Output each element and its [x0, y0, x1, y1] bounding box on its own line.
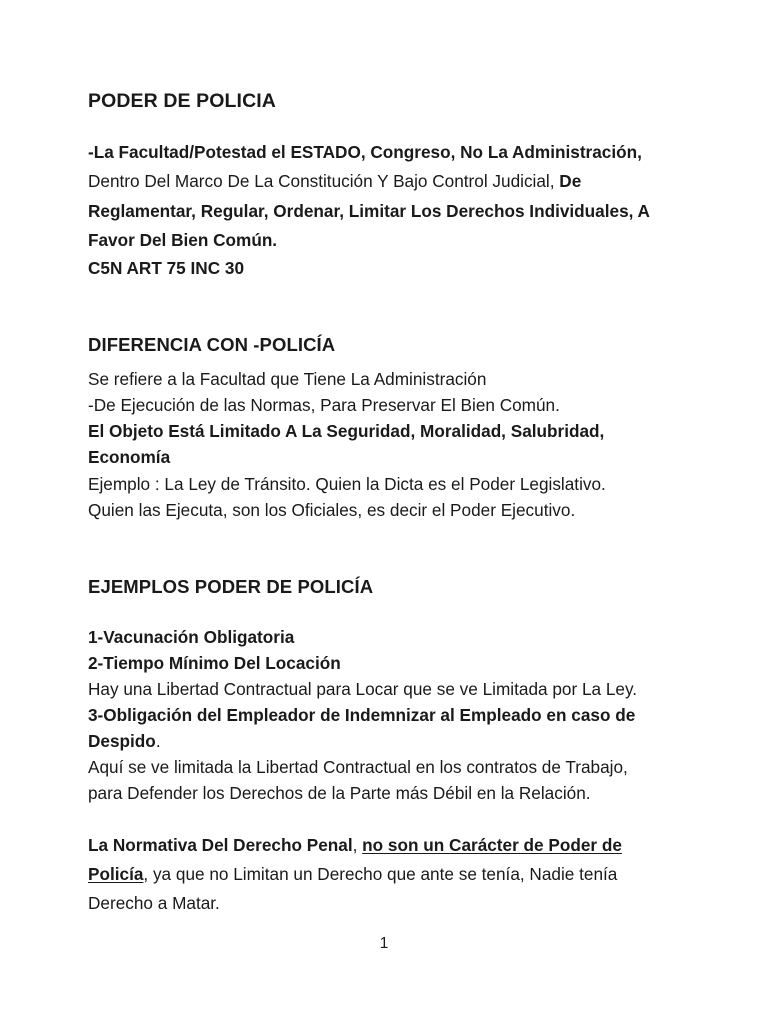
heading-ejemplos-poder-de-policia: EJEMPLOS PODER DE POLICÍA [88, 575, 374, 597]
line-economia: Economía [88, 447, 171, 468]
list-item-vacunacion-obligatoria: 1-Vacunación Obligatoria [88, 626, 295, 647]
heading-poder-de-policia: PODER DE POLICIA [88, 90, 276, 112]
page-number: 1 [379, 935, 389, 952]
heading-diferencia-con-policia: DIFERENCIA CON -POLICÍA [88, 334, 336, 356]
text-la-normativa-derecho-penal: La Normativa Del Derecho Penal [88, 834, 353, 855]
paragraph-normativa-derecho-penal [88, 831, 680, 919]
note-aqui-se-ve-limitada-line2: para Defender los Derechos de la Parte más Débil en la Relación. [88, 783, 591, 804]
note-libertad-contractual-locar: Hay una Libertad Contractual para Locar que se ve Limitada por La Ley. [88, 678, 638, 699]
spacer [88, 114, 680, 138]
text-comma-separator: , [352, 834, 363, 855]
list-item-obligacion-indemnizar-line2: Despido [88, 731, 156, 752]
line-ejemplo-ley-transito: Ejemplo : La Ley de Tránsito. Quien la Dicta es el Poder Legislativo. [88, 473, 606, 494]
line-dentro-del-marco: Dentro Del Marco De La Constitución Y Bajo Control Judicial, [88, 171, 560, 192]
document-body [88, 88, 680, 918]
text-no-son-caracter-poder-line2: Policía [88, 863, 144, 884]
text-derecho-a-matar: Derecho a Matar. [88, 893, 220, 914]
line-se-refiere-facultad: Se refiere a la Facultad que Tiene La Administración [88, 368, 487, 389]
line-de-ejecucion-normas: -De Ejecución de las Normas, Para Preservar El Bien Común. [88, 395, 560, 416]
text-ya-que-no-limitan: , ya que no Limitan un Derecho que ante se tenía, Nadie tenía [143, 863, 618, 884]
paragraph-diferencia-body [88, 366, 680, 523]
paragraph-constitution-reference [88, 255, 680, 281]
spacer [88, 600, 680, 624]
line-de-bold-tail: De [559, 171, 582, 192]
line-facultad-potestad: -La Facultad/Potestad el ESTADO, Congreso, No La Administración, [88, 142, 642, 163]
spacer [88, 807, 680, 831]
line-quien-las-ejecuta: Quien las Ejecuta, son los Oficiales, es decir el Poder Ejecutivo. [88, 499, 576, 520]
paragraph-poder-de-policia-definition [88, 138, 680, 255]
line-reglamentar-regular: Reglamentar, Regular, Ordenar, Limitar Los Derechos Individuales, A [88, 200, 650, 221]
line-objeto-limitado: El Objeto Está Limitado A La Seguridad, Moralidad, Salubridad, [88, 421, 605, 442]
text-no-son-caracter-poder-line1: no son un Carácter de Poder de [362, 834, 622, 855]
list-item-tiempo-minimo-locacion: 2-Tiempo Mínimo Del Locación [88, 652, 341, 673]
spacer [88, 358, 680, 366]
spacer [88, 281, 680, 333]
list-item-obligacion-period: . [155, 731, 161, 752]
line-favor-del-bien-comun: Favor Del Bien Común. [88, 229, 278, 250]
list-ejemplos-poder-de-policia [88, 624, 680, 807]
spacer [88, 523, 680, 575]
list-item-obligacion-indemnizar-line1: 3-Obligación del Empleador de Indemnizar al Empleado en caso de [88, 705, 636, 726]
line-c5n-art-75-inc-30: C5N ART 75 INC 30 [88, 258, 245, 279]
note-aqui-se-ve-limitada-line1: Aquí se ve limitada la Libertad Contractual en los contratos de Trabajo, [88, 757, 628, 778]
